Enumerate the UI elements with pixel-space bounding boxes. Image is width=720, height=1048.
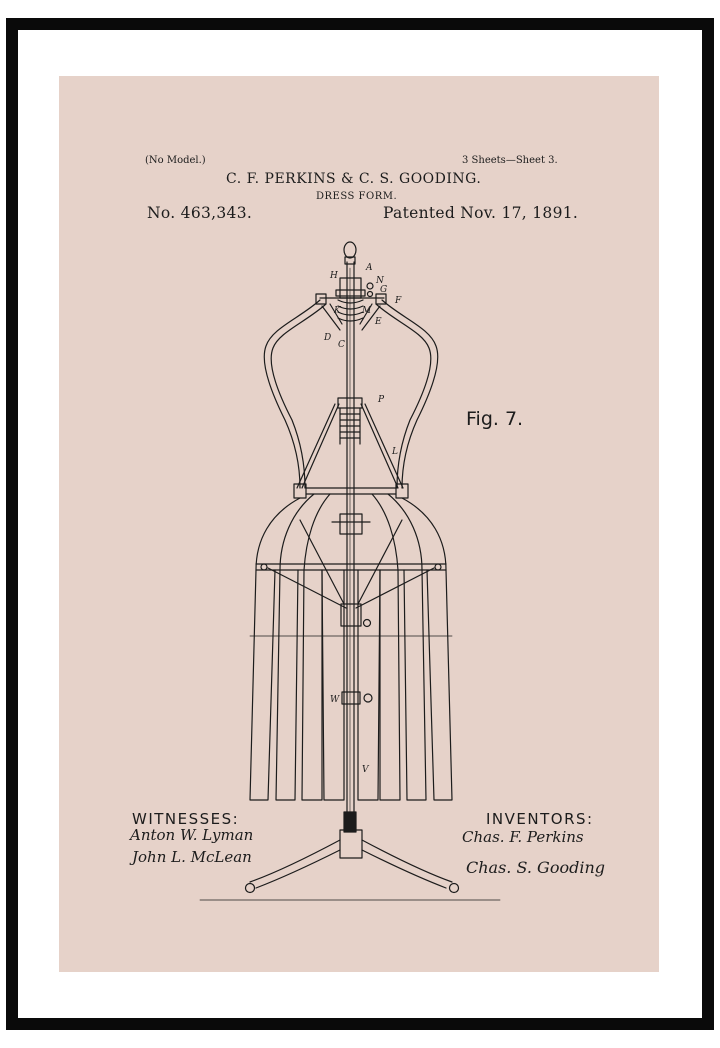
part-letter-w: W bbox=[330, 695, 340, 705]
inventor-signature-2: Chas. S. Gooding bbox=[466, 858, 605, 877]
subject-title: DRESS FORM. bbox=[316, 191, 398, 202]
part-letter-g: G bbox=[380, 285, 388, 295]
figure-label: Fig. 7. bbox=[466, 408, 524, 430]
part-letter-p: P bbox=[378, 395, 385, 405]
part-letter-a: A bbox=[366, 263, 373, 273]
patent-date: Patented Nov. 17, 1891. bbox=[383, 204, 579, 222]
inventors-label: INVENTORS: bbox=[486, 810, 594, 828]
inventors-title: C. F. PERKINS & C. S. GOODING. bbox=[226, 171, 482, 187]
part-letter-v: V bbox=[362, 765, 369, 775]
model-note: (No Model.) bbox=[145, 155, 206, 166]
witness-signature-1: Anton W. Lyman bbox=[130, 826, 254, 844]
part-letter-h: H bbox=[330, 271, 338, 281]
patent-number: No. 463,343. bbox=[147, 204, 253, 222]
part-letter-l: L bbox=[392, 447, 398, 457]
part-letter-m: M bbox=[362, 306, 372, 316]
part-letter-e: E bbox=[375, 317, 382, 327]
part-letter-f: F bbox=[395, 296, 402, 306]
witness-signature-2: John L. McLean bbox=[132, 848, 252, 866]
part-letter-d: D bbox=[324, 333, 332, 343]
part-letter-k: K bbox=[334, 306, 341, 316]
part-letter-c: C bbox=[338, 340, 345, 350]
inventor-signature-1: Chas. F. Perkins bbox=[462, 828, 584, 846]
part-letter-n: N bbox=[376, 276, 384, 286]
witnesses-label: WITNESSES: bbox=[132, 810, 240, 828]
sheet-number: 3 Sheets—Sheet 3. bbox=[462, 155, 558, 166]
